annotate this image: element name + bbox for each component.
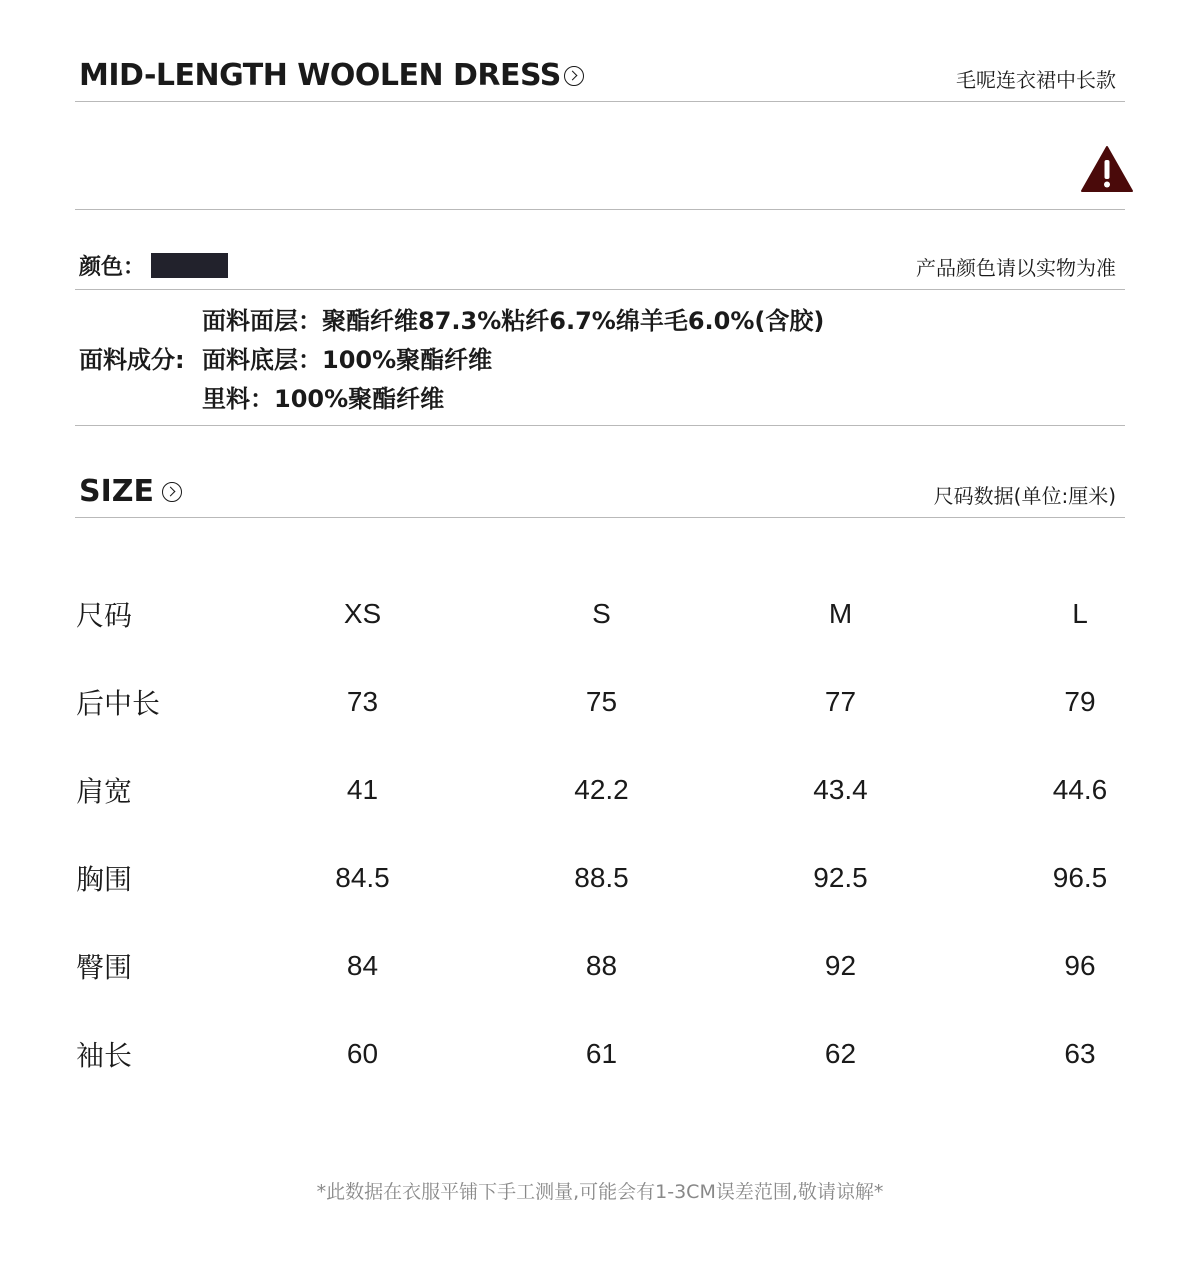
chevron-right-circle-icon (162, 482, 182, 502)
table-row (75, 658, 1200, 746)
product-title-text: MID-LENGTH WOOLEN DRESS (79, 58, 561, 93)
fabric-line-text: 面料底层：100%聚酯纤维 (202, 346, 493, 374)
row-label: 臀围 (76, 951, 133, 984)
color-label: 颜色： (79, 255, 146, 280)
table-cell: 96 (1064, 950, 1096, 981)
table-cell: 61 (585, 1038, 618, 1069)
warning-triangle-icon (1080, 145, 1134, 193)
divider (75, 209, 1125, 210)
size-section-title (79, 474, 182, 509)
fabric-line (79, 341, 824, 380)
table-cell: 42.2 (574, 774, 629, 805)
table-cell: 88.5 (574, 862, 629, 893)
size-header-cell: L (1072, 598, 1088, 629)
divider (75, 289, 1125, 290)
table-cell: 73 (346, 686, 379, 717)
fabric-label: 面料成分: (79, 346, 185, 374)
table-header-row (75, 570, 1200, 658)
table-cell: 41 (346, 774, 379, 805)
product-title-cn: 毛呢连衣裙中长款 (956, 68, 1116, 92)
table-cell: 96.5 (1052, 862, 1108, 893)
table-cell: 92 (824, 950, 857, 981)
row-label: 胸围 (76, 863, 133, 896)
size-header-cell: S (592, 598, 611, 629)
table-cell: 63 (1064, 1038, 1096, 1069)
row-label: 袖长 (76, 1039, 133, 1072)
table-cell: 92.5 (813, 862, 868, 893)
divider (75, 101, 1125, 102)
color-swatch (151, 253, 228, 278)
fabric-line-text: 面料面层：聚酯纤维87.3%粘纤6.7%绵羊毛6.0%(含胶) (202, 307, 825, 335)
row-label: 后中长 (76, 687, 161, 720)
measurement-footnote: *此数据在衣服平铺下手工测量,可能会有1-3CM误差范围,敬请谅解* (316, 1181, 884, 1203)
size-header-cell: XS (343, 598, 382, 629)
table-cell: 75 (585, 686, 618, 717)
size-title-text: SIZE (79, 474, 155, 509)
table-cell: 77 (824, 686, 857, 717)
size-header-cell: M (828, 598, 853, 629)
fabric-line (79, 302, 824, 341)
table-cell: 84.5 (335, 862, 390, 893)
table-cell: 43.4 (813, 774, 868, 805)
fabric-composition (79, 302, 824, 419)
table-cell: 79 (1064, 686, 1096, 717)
divider (75, 425, 1125, 426)
table-row (75, 922, 1200, 1010)
size-unit-note: 尺码数据(单位:厘米) (933, 484, 1116, 508)
size-table (75, 570, 1200, 1098)
fabric-line-text: 里料：100%聚酯纤维 (202, 385, 445, 413)
row-label: 肩宽 (76, 775, 133, 808)
table-cell: 88 (585, 950, 618, 981)
fabric-line (79, 380, 824, 419)
table-cell: 84 (346, 950, 379, 981)
table-header-label: 尺码 (76, 599, 133, 632)
chevron-right-circle-icon (564, 66, 584, 86)
color-note: 产品颜色请以实物为准 (916, 256, 1116, 280)
table-row (75, 834, 1200, 922)
table-row (75, 1010, 1200, 1098)
divider (75, 517, 1125, 518)
table-cell: 62 (824, 1038, 857, 1069)
color-row (79, 250, 228, 281)
table-row (75, 746, 1200, 834)
product-title (79, 58, 584, 93)
table-cell: 44.6 (1052, 774, 1108, 805)
table-cell: 60 (346, 1038, 379, 1069)
